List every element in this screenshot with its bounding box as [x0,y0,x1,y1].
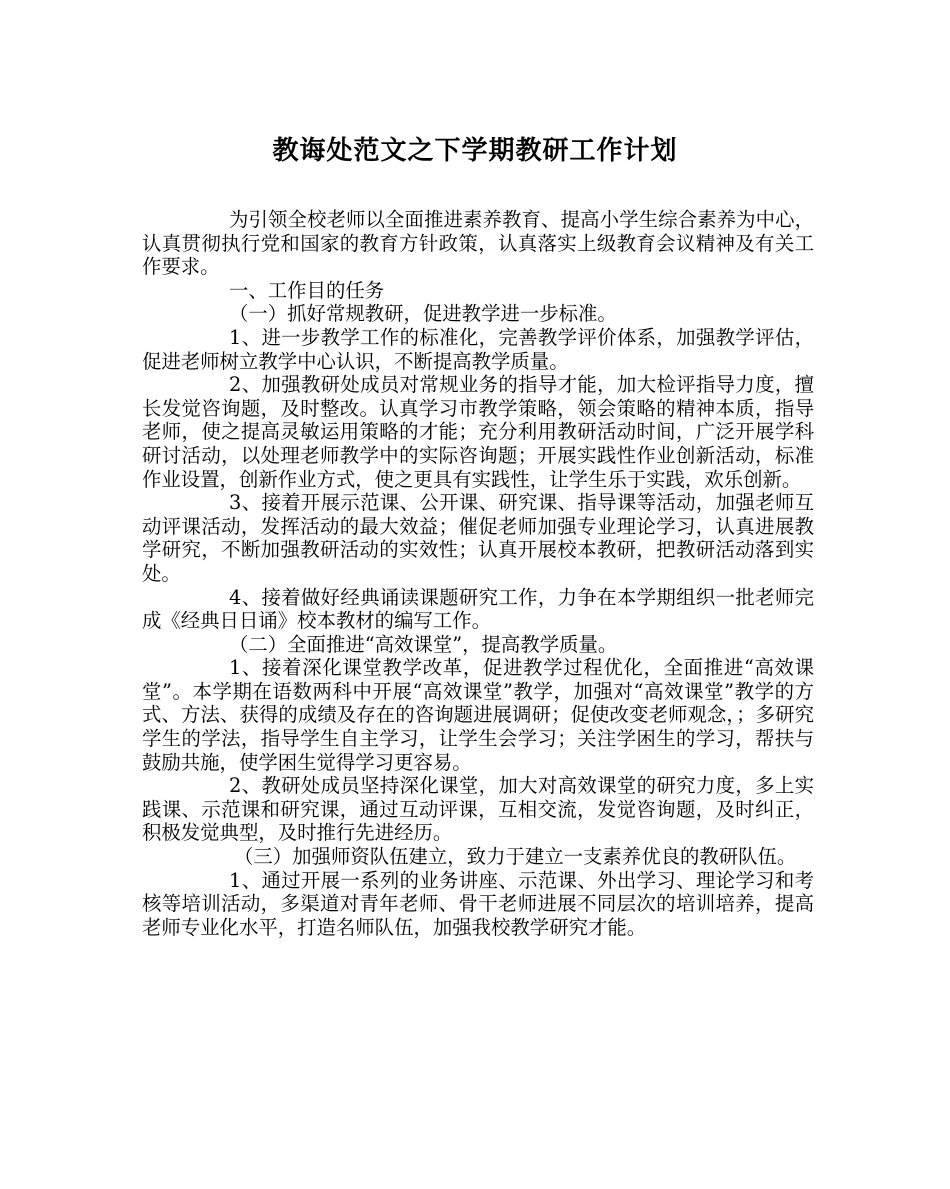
document-title: 教诲处范文之下学期教研工作计划 [272,136,678,166]
paragraph: 4、接着做好经典诵读课题研究工作，力争在本学期组织一批老师完成《经典日日诵》校本教材的编写工作。 [142,585,814,633]
paragraph: 3、接着开展示范课、公开课、研究课、指导课等活动，加强老师互动评课活动，发挥活动的最大效益；催促老师加强专业理论学习，认真进展教学研究，不断加强教研活动的实效性；认真开展校本教研，把教研活动落到实处。 [142,491,814,585]
paragraph: 1、通过开展一系列的业务讲座、示范课、外出学习、理论学习和考核等培训活动，多渠道对青年老师、骨干老师进展不同层次的培训培养，提高老师专业化水平，打造名师队伍，加强我校教学研究才能。 [142,868,814,939]
document-body [142,208,814,939]
paragraph: 2、教研处成员坚持深化课堂，加大对高效课堂的研究力度，多上实践课、示范课和研究课，通过互动评课，互相交流，发觉咨询题，及时纠正，积极发觉典型，及时推行先进经历。 [142,774,814,845]
paragraph: 为引领全校老师以全面推进素养教育、提高小学生综合素养为中心，认真贯彻执行党和国家的教育方针政策，认真落实上级教育会议精神及有关工作要求。 [142,208,814,279]
section-heading: 一、工作目的任务 [229,278,385,302]
paragraph: 1、进一步教学工作的标准化，完善教学评价体系，加强教学评估，促进老师树立教学中心认识，不断提高教学质量。 [142,325,814,373]
paragraph: 2、加强教研处成员对常规业务的指导才能，加大检评指导力度，擅长发觉咨询题，及时整改。认真学习市教学策略，领会策略的精神本质，指导老师，使之提高灵敏运用策略的才能；充分利用教研活动时间，广泛开展学科研讨活动，以处理老师教学中的实际咨询题；开展实践性作业创新活动，标准作业设置，创新作业方式，使之更具有实践性，让学生乐于实践，欢乐创新。 [142,373,814,491]
paragraph: 1、接着深化课堂教学改革，促进教学过程优化，全面推进“高效课堂”。本学期在语数两科中开展“高效课堂”教学，加强对“高效课堂”教学的方式、方法、获得的成绩及存在的咨询题进展调研；促使改变老师观念，；多研究学生的学法，指导学生自主学习，让学生会学习；关注学困生的学习，帮扶与鼓励共施，使学困生觉得学习更容易。 [142,656,814,774]
subsection-heading: （三）加强师资队伍建立，致力于建立一支素养优良的教研队伍。 [234,845,797,869]
subsection-heading: （二）全面推进“高效课堂”，提高教学质量。 [229,632,618,656]
subsection-heading: （一）抓好常规教研，促进教学进一步标准。 [229,302,617,326]
